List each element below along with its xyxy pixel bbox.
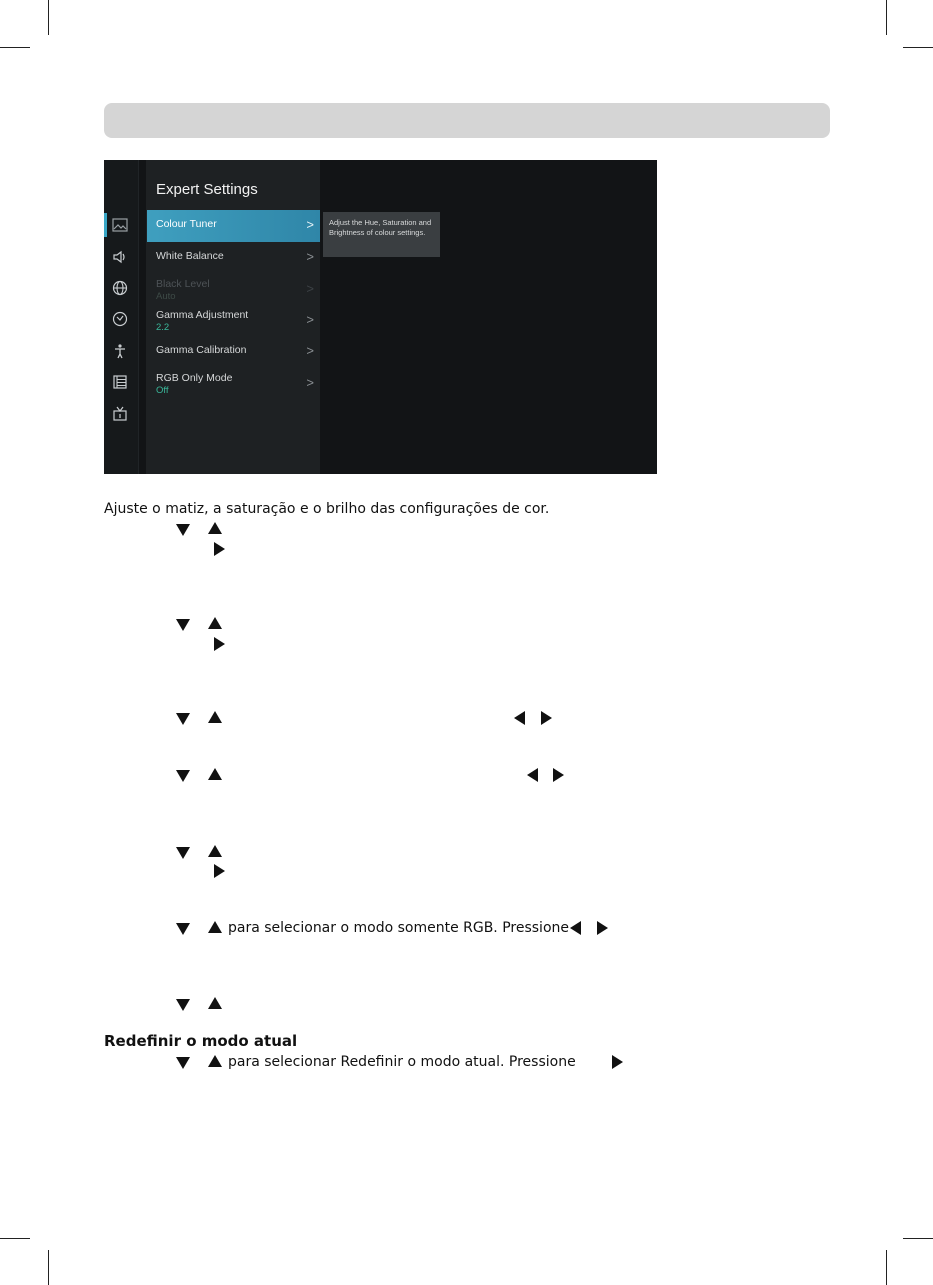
menu-item-black-level bbox=[147, 274, 320, 306]
arrow-right-icon bbox=[214, 864, 225, 878]
panel-title: Expert Settings bbox=[156, 181, 258, 198]
intro-text: Ajuste o matiz, a saturação e o brilho das configurações de cor. bbox=[104, 501, 550, 517]
crop-mark bbox=[903, 47, 933, 48]
menu-item-label: Gamma Adjustment bbox=[156, 309, 249, 321]
arrow-right-icon bbox=[553, 768, 564, 782]
chevron-right-icon: > bbox=[306, 281, 314, 296]
menu-item-value: Off bbox=[156, 385, 169, 396]
reset-section-title: Redefinir o modo atual bbox=[104, 1032, 298, 1050]
rail-active-indicator bbox=[104, 213, 107, 237]
arrow-right-icon bbox=[541, 711, 552, 725]
menu-item-label: Black Level bbox=[156, 278, 210, 290]
arrow-down-icon bbox=[176, 770, 190, 782]
arrow-right-icon bbox=[612, 1055, 623, 1069]
crop-mark bbox=[48, 1250, 49, 1285]
arrow-up-icon bbox=[208, 997, 222, 1009]
rgb-only-step-text: para selecionar o modo somente RGB. Pressione bbox=[228, 920, 569, 936]
arrow-left-icon bbox=[514, 711, 525, 725]
crop-mark bbox=[0, 47, 30, 48]
crop-mark bbox=[886, 0, 887, 35]
arrow-down-icon bbox=[176, 847, 190, 859]
crop-mark bbox=[903, 1238, 933, 1239]
chevron-right-icon: > bbox=[306, 375, 314, 390]
menu-item-gamma-calibration[interactable] bbox=[147, 336, 320, 368]
menu-item-rgb-only-mode[interactable] bbox=[147, 368, 320, 400]
channel-icon[interactable] bbox=[111, 405, 129, 423]
arrow-up-icon bbox=[208, 845, 222, 857]
timer-icon[interactable] bbox=[111, 310, 129, 328]
arrow-down-icon bbox=[176, 1057, 190, 1069]
menu-item-white-balance[interactable] bbox=[147, 242, 320, 274]
crop-mark bbox=[48, 0, 49, 35]
system-icon[interactable] bbox=[111, 373, 129, 391]
network-icon[interactable] bbox=[111, 279, 129, 297]
chevron-right-icon: > bbox=[306, 312, 314, 327]
arrow-up-icon bbox=[208, 617, 222, 629]
menu-tooltip: Adjust the Hue, Saturation and Brightness of colour settings. bbox=[323, 212, 440, 257]
arrow-right-icon bbox=[597, 921, 608, 935]
picture-icon[interactable] bbox=[111, 216, 129, 234]
menu-item-label: Gamma Calibration bbox=[156, 344, 247, 356]
arrow-up-icon bbox=[208, 768, 222, 780]
accessibility-icon[interactable] bbox=[111, 342, 129, 360]
chevron-right-icon: > bbox=[306, 343, 314, 358]
menu-item-label: Colour Tuner bbox=[156, 218, 217, 230]
arrow-up-icon bbox=[208, 711, 222, 723]
menu-item-gamma-adjustment[interactable] bbox=[147, 305, 320, 337]
arrow-up-icon bbox=[208, 1055, 222, 1067]
arrow-right-icon bbox=[214, 542, 225, 556]
menu-item-label: White Balance bbox=[156, 250, 224, 262]
arrow-down-icon bbox=[176, 524, 190, 536]
settings-rail bbox=[104, 160, 139, 474]
menu-item-value: Auto bbox=[156, 291, 176, 302]
arrow-down-icon bbox=[176, 619, 190, 631]
chevron-right-icon: > bbox=[306, 217, 314, 232]
section-header-bar bbox=[104, 103, 830, 138]
menu-item-value: 2.2 bbox=[156, 322, 170, 333]
arrow-left-icon bbox=[570, 921, 581, 935]
arrow-up-icon bbox=[208, 522, 222, 534]
arrow-down-icon bbox=[176, 713, 190, 725]
menu-item-colour-tuner[interactable] bbox=[147, 210, 320, 242]
sound-icon[interactable] bbox=[111, 248, 129, 266]
reset-step-text: para selecionar Redefinir o modo atual. Pressione bbox=[228, 1054, 576, 1070]
arrow-down-icon bbox=[176, 999, 190, 1011]
arrow-up-icon bbox=[208, 921, 222, 933]
menu-item-label: RGB Only Mode bbox=[156, 372, 233, 384]
arrow-left-icon bbox=[527, 768, 538, 782]
tv-screenshot bbox=[104, 160, 657, 474]
chevron-right-icon: > bbox=[306, 249, 314, 264]
arrow-down-icon bbox=[176, 923, 190, 935]
crop-mark bbox=[0, 1238, 30, 1239]
crop-mark bbox=[886, 1250, 887, 1285]
arrow-right-icon bbox=[214, 637, 225, 651]
